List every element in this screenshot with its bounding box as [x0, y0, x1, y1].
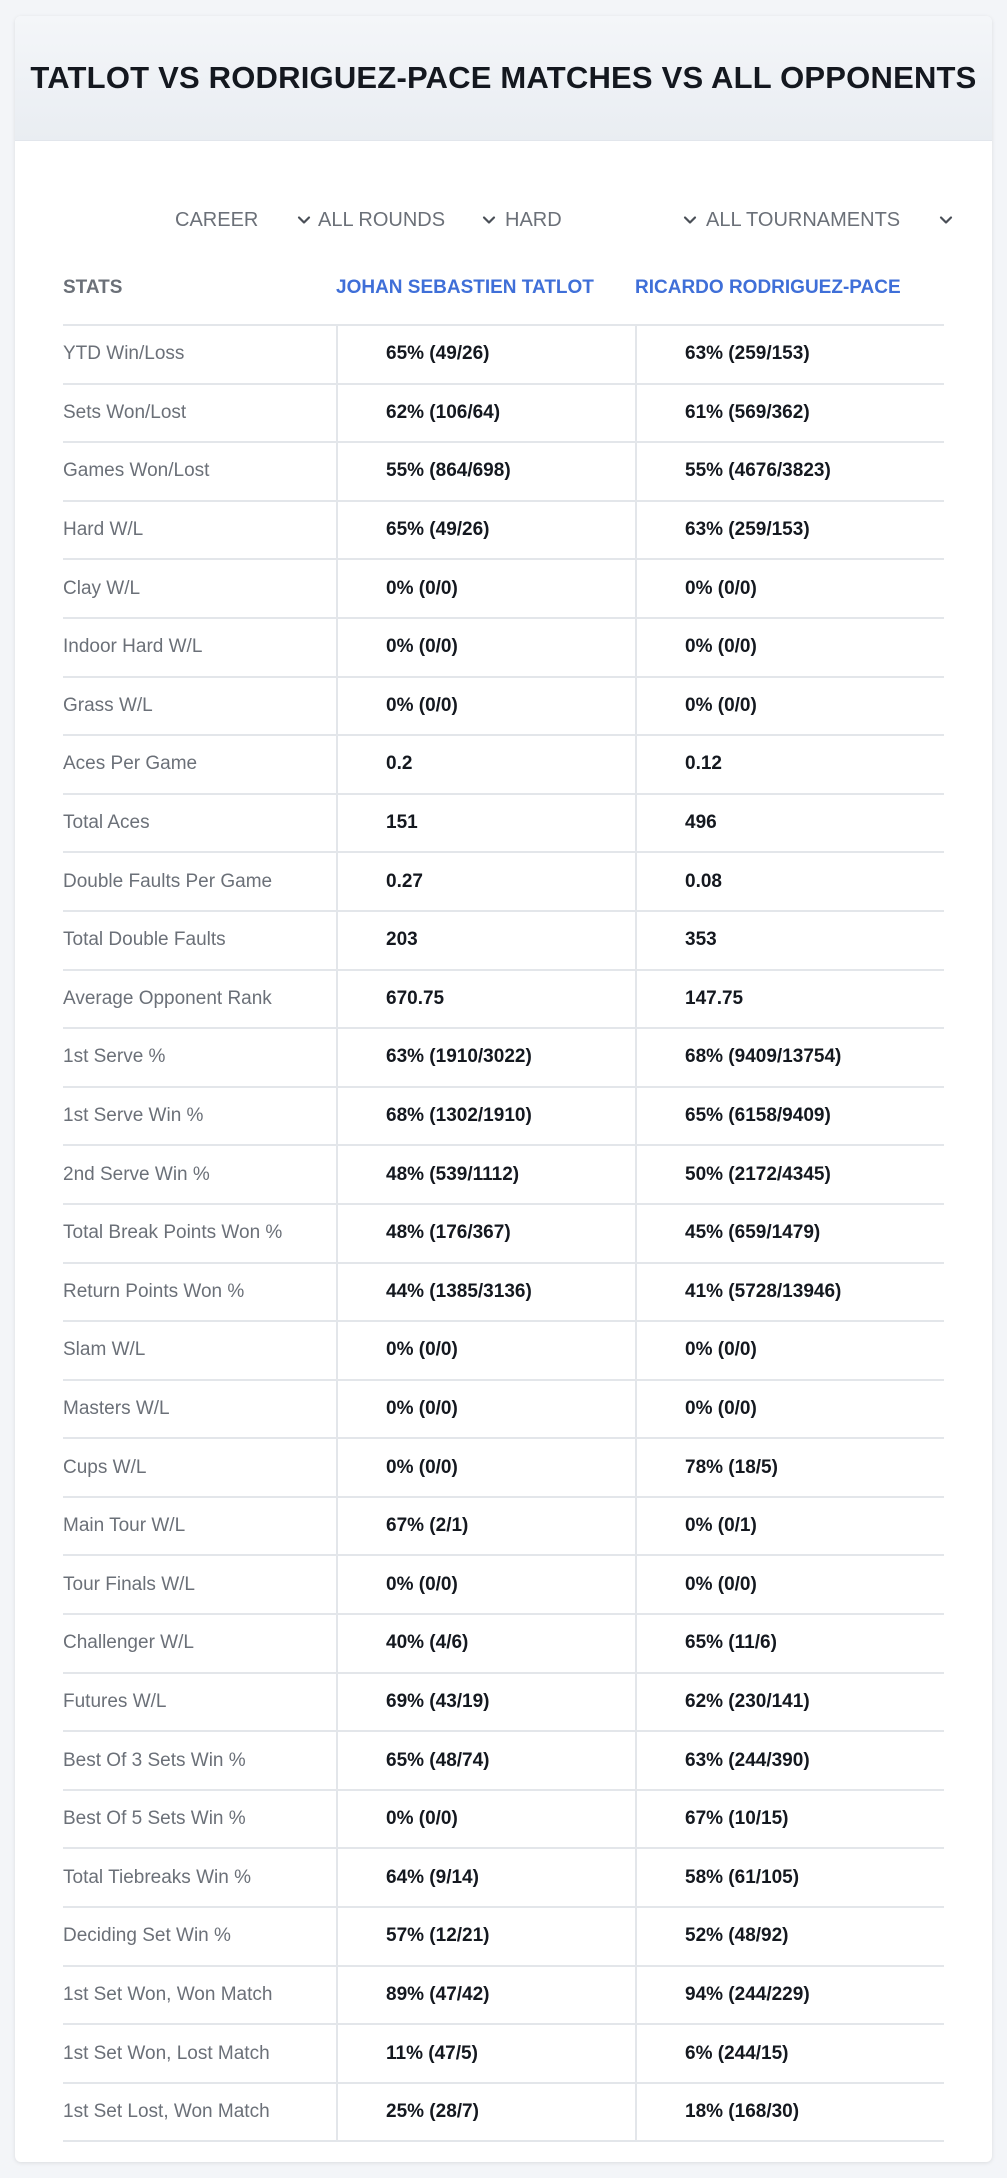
- player2-value: 496: [635, 795, 944, 852]
- table-row: [63, 1849, 944, 1908]
- player2-value: 61% (569/362): [635, 385, 944, 442]
- player1-value: 670.75: [336, 971, 635, 1028]
- stat-label: Deciding Set Win %: [63, 1925, 231, 1947]
- stat-label: Average Opponent Rank: [63, 987, 272, 1009]
- player1-value: 0% (0/0): [336, 1439, 635, 1496]
- stat-label: 1st Serve %: [63, 1046, 166, 1068]
- player2-value: 55% (4676/3823): [635, 443, 944, 500]
- player2-value: 67% (10/15): [635, 1791, 944, 1848]
- surface-select-value: HARD: [505, 208, 562, 231]
- stat-label: Slam W/L: [63, 1339, 146, 1361]
- player1-value: 0% (0/0): [336, 1556, 635, 1613]
- player2-value: 0.08: [635, 853, 944, 910]
- table-row: [63, 1732, 944, 1791]
- player1-value: 68% (1302/1910): [336, 1088, 635, 1145]
- player1-value: 25% (28/7): [336, 2084, 635, 2141]
- stat-label: Futures W/L: [63, 1690, 167, 1712]
- player2-value: 65% (11/6): [635, 1615, 944, 1672]
- table-row: [63, 1439, 944, 1498]
- player1-value: 67% (2/1): [336, 1498, 635, 1555]
- stat-label: Grass W/L: [63, 694, 153, 716]
- player2-value: 50% (2172/4345): [635, 1146, 944, 1203]
- table-row: [63, 1264, 944, 1323]
- stat-label: Challenger W/L: [63, 1632, 194, 1654]
- table-row: [63, 795, 944, 854]
- stat-label: Games Won/Lost: [63, 460, 210, 482]
- player1-value: 0% (0/0): [336, 678, 635, 735]
- player2-value: 62% (230/141): [635, 1674, 944, 1731]
- table-row: [63, 2025, 944, 2084]
- table-row: [63, 853, 944, 912]
- stat-label: 2nd Serve Win %: [63, 1163, 210, 1185]
- player2-value: 353: [635, 912, 944, 969]
- table-row: [63, 1088, 944, 1147]
- table-row: [63, 1381, 944, 1440]
- stat-label: Double Faults Per Game: [63, 870, 273, 892]
- stat-label: Tour Finals W/L: [63, 1573, 195, 1595]
- table-row: [63, 326, 944, 385]
- player2-value: 0% (0/0): [635, 560, 944, 617]
- player1-value: 65% (49/26): [336, 326, 635, 383]
- stat-label: Hard W/L: [63, 519, 144, 541]
- stat-label: YTD Win/Loss: [63, 343, 185, 365]
- player1-value: 69% (43/19): [336, 1674, 635, 1731]
- table-row: [63, 560, 944, 619]
- stat-label: Total Double Faults: [63, 929, 226, 951]
- page-title: TATLOT VS RODRIGUEZ-PACE MATCHES VS ALL OPPONENTS: [30, 60, 977, 95]
- player2-value: 63% (244/390): [635, 1732, 944, 1789]
- chevron-down-icon: [937, 211, 955, 229]
- player2-value: 68% (9409/13754): [635, 1029, 944, 1086]
- stats-table: [63, 252, 944, 2142]
- table-row: [63, 736, 944, 795]
- player1-value: 0% (0/0): [336, 619, 635, 676]
- table-row: [63, 971, 944, 1030]
- player1-value: 57% (12/21): [336, 1908, 635, 1965]
- stat-label: Best Of 3 Sets Win %: [63, 1749, 246, 1771]
- table-header: [63, 252, 944, 326]
- player2-value: 0% (0/0): [635, 678, 944, 735]
- player2-value: 0% (0/0): [635, 1556, 944, 1613]
- player1-value: 89% (47/42): [336, 1967, 635, 2024]
- player2-value: 0.12: [635, 736, 944, 793]
- table-row: [63, 619, 944, 678]
- table-row: [63, 1322, 944, 1381]
- player2-value: 0% (0/0): [635, 619, 944, 676]
- stat-label: Clay W/L: [63, 577, 141, 599]
- player2-value: 0% (0/0): [635, 1381, 944, 1438]
- player1-value: 40% (4/6): [336, 1615, 635, 1672]
- table-row: [63, 1556, 944, 1615]
- stat-label: Total Break Points Won %: [63, 1222, 283, 1244]
- player1-column-header[interactable]: JOHAN SEBASTIEN TATLOT: [336, 277, 594, 298]
- player1-value: 62% (106/64): [336, 385, 635, 442]
- player1-value: 44% (1385/3136): [336, 1264, 635, 1321]
- stat-label: Indoor Hard W/L: [63, 636, 203, 658]
- player2-value: 147.75: [635, 971, 944, 1028]
- player1-value: 0% (0/0): [336, 1791, 635, 1848]
- player2-value: 45% (659/1479): [635, 1205, 944, 1262]
- player2-value: 63% (259/153): [635, 326, 944, 383]
- player1-value: 48% (539/1112): [336, 1146, 635, 1203]
- table-row: [63, 1498, 944, 1557]
- table-row: [63, 912, 944, 971]
- player2-column-header[interactable]: RICARDO RODRIGUEZ-PACE: [635, 277, 901, 298]
- player2-value: 78% (18/5): [635, 1439, 944, 1496]
- tournaments-select-value: ALL TOURNAMENTS: [706, 208, 901, 231]
- stats-column-header: STATS: [63, 277, 123, 298]
- stat-label: Aces Per Game: [63, 753, 198, 775]
- table-row: [63, 1205, 944, 1264]
- period-select[interactable]: [175, 206, 313, 234]
- table-row: [63, 1146, 944, 1205]
- player2-value: 0% (0/0): [635, 1322, 944, 1379]
- table-row: [63, 1029, 944, 1088]
- table-row: [63, 1674, 944, 1733]
- stat-label: Main Tour W/L: [63, 1515, 186, 1537]
- stat-label: Sets Won/Lost: [63, 401, 187, 423]
- player2-value: 52% (48/92): [635, 1908, 944, 1965]
- player2-value: 6% (244/15): [635, 2025, 944, 2082]
- chevron-down-icon: [681, 211, 699, 229]
- player1-value: 55% (864/698): [336, 443, 635, 500]
- stat-label: 1st Set Won, Won Match: [63, 1983, 273, 2005]
- player1-value: 11% (47/5): [336, 2025, 635, 2082]
- player1-value: 63% (1910/3022): [336, 1029, 635, 1086]
- table-row: [63, 678, 944, 737]
- stat-label: 1st Set Lost, Won Match: [63, 2101, 270, 2123]
- table-row: [63, 1908, 944, 1967]
- chevron-down-icon: [480, 211, 498, 229]
- table-row: [63, 1967, 944, 2026]
- table-row: [63, 502, 944, 561]
- stat-label: Return Points Won %: [63, 1280, 245, 1302]
- player1-value: 64% (9/14): [336, 1849, 635, 1906]
- stat-label: Best Of 5 Sets Win %: [63, 1808, 246, 1830]
- player1-value: 0.2: [336, 736, 635, 793]
- player1-value: 48% (176/367): [336, 1205, 635, 1262]
- table-row: [63, 1615, 944, 1674]
- table-row: [63, 385, 944, 444]
- table-row: [63, 2084, 944, 2143]
- surface-select[interactable]: [505, 206, 699, 234]
- player1-value: 0% (0/0): [336, 1322, 635, 1379]
- player2-value: 94% (244/229): [635, 1967, 944, 2024]
- player2-value: 65% (6158/9409): [635, 1088, 944, 1145]
- player1-value: 151: [336, 795, 635, 852]
- card-header: [15, 16, 992, 141]
- player2-value: 41% (5728/13946): [635, 1264, 944, 1321]
- table-row: [63, 1791, 944, 1850]
- table-body: [63, 326, 944, 2142]
- player1-value: 0% (0/0): [336, 1381, 635, 1438]
- player2-value: 58% (61/105): [635, 1849, 944, 1906]
- filter-bar: [15, 190, 992, 250]
- tournaments-select[interactable]: [706, 206, 955, 234]
- chevron-down-icon: [295, 211, 313, 229]
- stat-label: Masters W/L: [63, 1397, 170, 1419]
- player2-value: 18% (168/30): [635, 2084, 944, 2141]
- stats-card: [15, 16, 992, 2162]
- player1-value: 65% (49/26): [336, 502, 635, 559]
- player1-value: 0% (0/0): [336, 560, 635, 617]
- rounds-select-value: ALL ROUNDS: [318, 208, 446, 231]
- rounds-select[interactable]: [318, 206, 498, 234]
- player1-value: 0.27: [336, 853, 635, 910]
- stat-label: 1st Serve Win %: [63, 1105, 204, 1127]
- player1-value: 65% (48/74): [336, 1732, 635, 1789]
- player1-value: 203: [336, 912, 635, 969]
- period-select-value: CAREER: [175, 208, 259, 231]
- stat-label: Total Tiebreaks Win %: [63, 1866, 251, 1888]
- player2-value: 0% (0/1): [635, 1498, 944, 1555]
- stat-label: Total Aces: [63, 812, 150, 834]
- table-row: [63, 443, 944, 502]
- player2-value: 63% (259/153): [635, 502, 944, 559]
- stat-label: 1st Set Won, Lost Match: [63, 2042, 270, 2064]
- stat-label: Cups W/L: [63, 1456, 147, 1478]
